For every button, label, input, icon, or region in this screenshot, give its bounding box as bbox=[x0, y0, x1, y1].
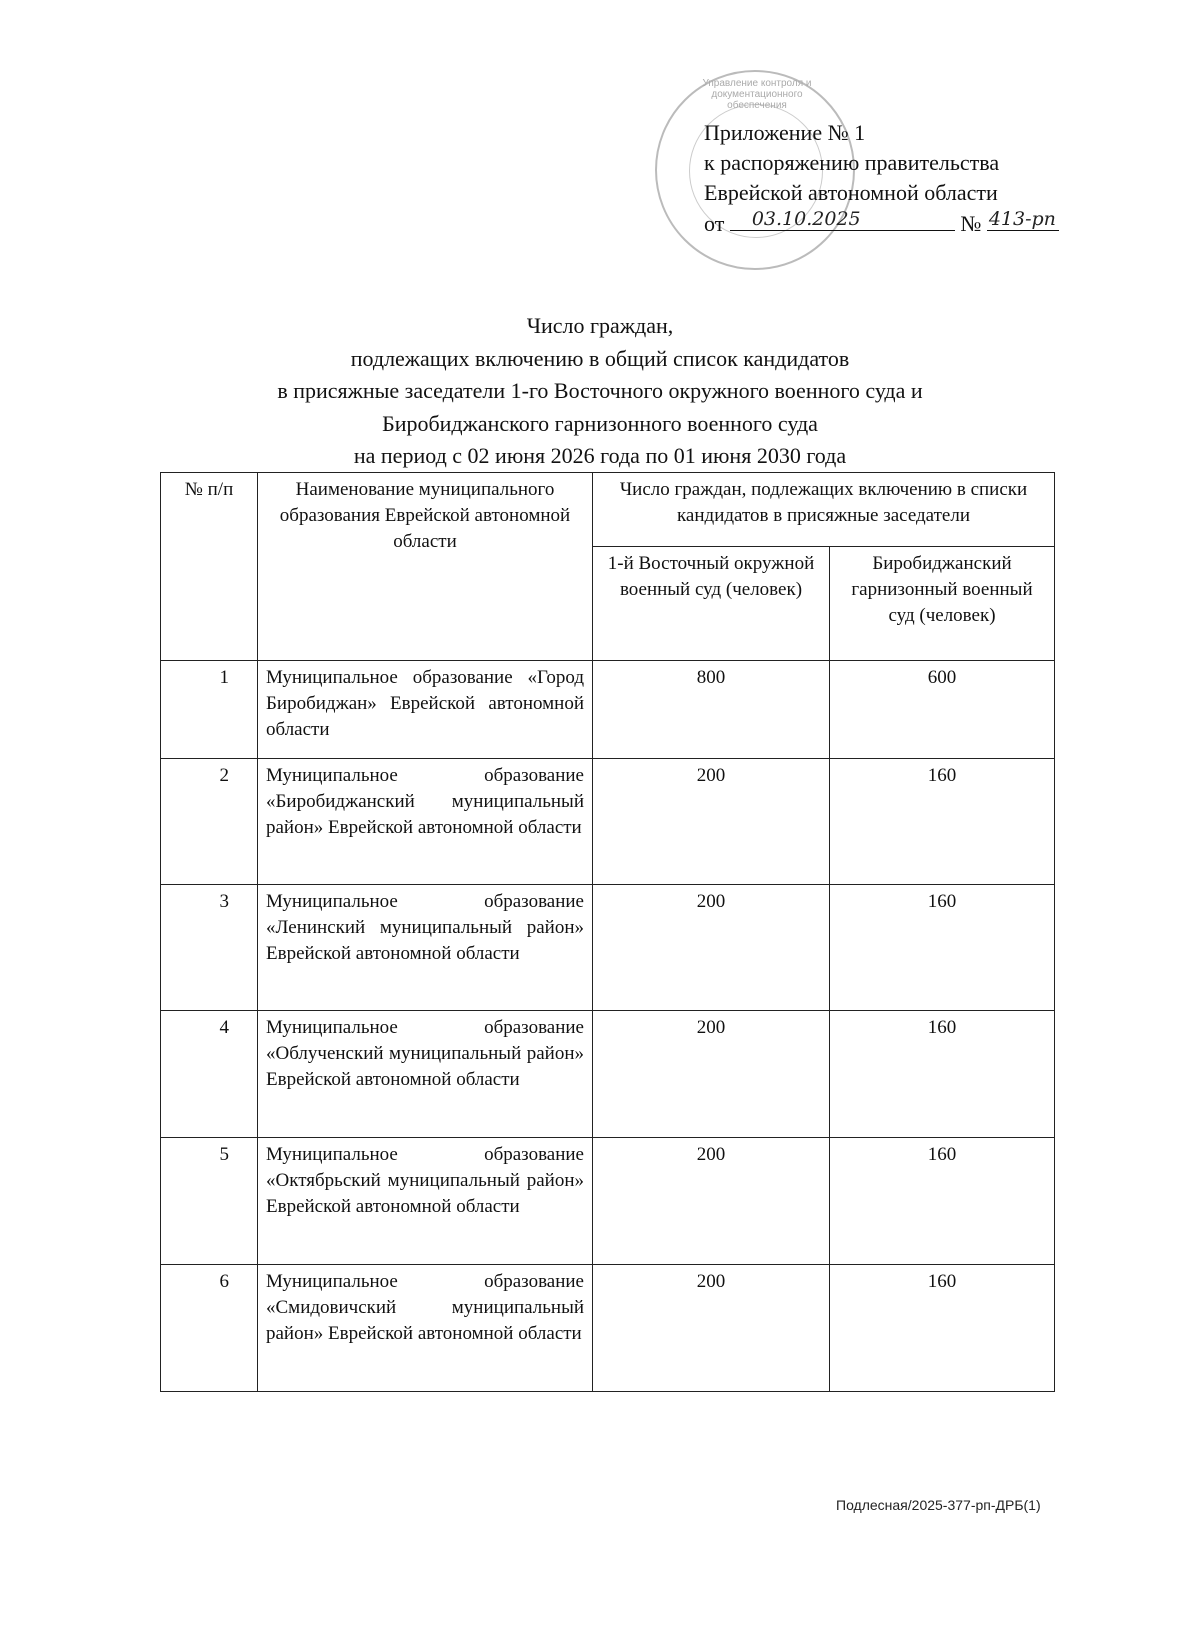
table-row bbox=[161, 1011, 1055, 1138]
appendix-date-number-line bbox=[704, 208, 1059, 239]
garrison-court-count: 160 bbox=[830, 1011, 1055, 1138]
row-number: 6 bbox=[161, 1265, 258, 1392]
handwritten-date: 03.10.2025 bbox=[751, 208, 861, 230]
appendix-header bbox=[704, 118, 1059, 239]
municipality-name: Муниципальное образование «Октябрьский муниципальный район» Еврейской автономной области bbox=[258, 1138, 593, 1265]
garrison-court-count: 160 bbox=[830, 759, 1055, 885]
eastern-court-count: 200 bbox=[593, 885, 830, 1011]
municipality-name: Муниципальное образование «Ленинский муниципальный район» Еврейской автономной области bbox=[258, 885, 593, 1011]
header-num: № п/п bbox=[161, 473, 258, 661]
appendix-region: Еврейской автономной области bbox=[704, 180, 998, 205]
eastern-court-count: 800 bbox=[593, 661, 830, 759]
eastern-court-count: 200 bbox=[593, 1265, 830, 1392]
title-line: на период с 02 июня 2026 года по 01 июня 2030 года bbox=[353, 443, 847, 468]
eastern-court-count: 200 bbox=[593, 759, 830, 885]
municipality-name: Муниципальное образование «Биробиджанский муниципальный район» Еврейской автономной области bbox=[258, 759, 593, 885]
document-footer: Подлесная/2025-377-рп-ДРБ(1) bbox=[836, 1497, 1041, 1513]
garrison-court-count: 160 bbox=[830, 1265, 1055, 1392]
table-row bbox=[161, 759, 1055, 885]
row-number: 3 bbox=[161, 885, 258, 1011]
garrison-court-count: 160 bbox=[830, 885, 1055, 1011]
stamp-inner-text: Управление контроля и документационного обеспечения bbox=[702, 78, 812, 111]
eastern-court-count: 200 bbox=[593, 1138, 830, 1265]
header-name: Наименование муниципального образования Еврейской автономной области bbox=[258, 473, 593, 661]
handwritten-number: 413-рп bbox=[988, 208, 1056, 230]
municipality-name: Муниципальное образование «Город Биробиджан» Еврейской автономной области bbox=[258, 661, 593, 759]
row-number: 4 bbox=[161, 1011, 258, 1138]
table-row bbox=[161, 1265, 1055, 1392]
header-col1: 1-й Восточный окружной военный суд (человек) bbox=[593, 547, 830, 661]
table-row bbox=[161, 661, 1055, 759]
row-number: 1 bbox=[161, 661, 258, 759]
row-number: 5 bbox=[161, 1138, 258, 1265]
row-number: 2 bbox=[161, 759, 258, 885]
citizens-table bbox=[160, 472, 1055, 1392]
municipality-name: Муниципальное образование «Смидовичский муниципальный район» Еврейской автономной области bbox=[258, 1265, 593, 1392]
appendix-number: Приложение № 1 bbox=[704, 120, 866, 145]
table-row bbox=[161, 1138, 1055, 1265]
number-field bbox=[987, 208, 1059, 231]
garrison-court-count: 160 bbox=[830, 1138, 1055, 1265]
title-line: Биробиджанского гарнизонного военного суда bbox=[382, 410, 818, 436]
eastern-court-count: 200 bbox=[593, 1011, 830, 1138]
header-col2: Биробиджанский гарнизонный военный суд (человек) bbox=[830, 547, 1055, 661]
header-group: Число граждан, подлежащих включению в списки кандидатов в присяжные заседатели bbox=[593, 473, 1055, 547]
from-label: от bbox=[704, 211, 725, 236]
appendix-reference: к распоряжению правительства bbox=[704, 150, 1000, 175]
number-label: № bbox=[960, 211, 982, 236]
municipality-name: Муниципальное образование «Облученский муниципальный район» Еврейской автономной области bbox=[258, 1011, 593, 1138]
title-line: подлежащих включению в общий список кандидатов bbox=[350, 345, 850, 371]
title-line: Число граждан, bbox=[526, 313, 674, 338]
document-title bbox=[0, 310, 1200, 473]
table-row bbox=[161, 885, 1055, 1011]
date-field bbox=[730, 208, 955, 231]
title-line: в присяжные заседатели 1-го Восточного окружного военного суда и bbox=[277, 378, 923, 403]
garrison-court-count: 600 bbox=[830, 661, 1055, 759]
